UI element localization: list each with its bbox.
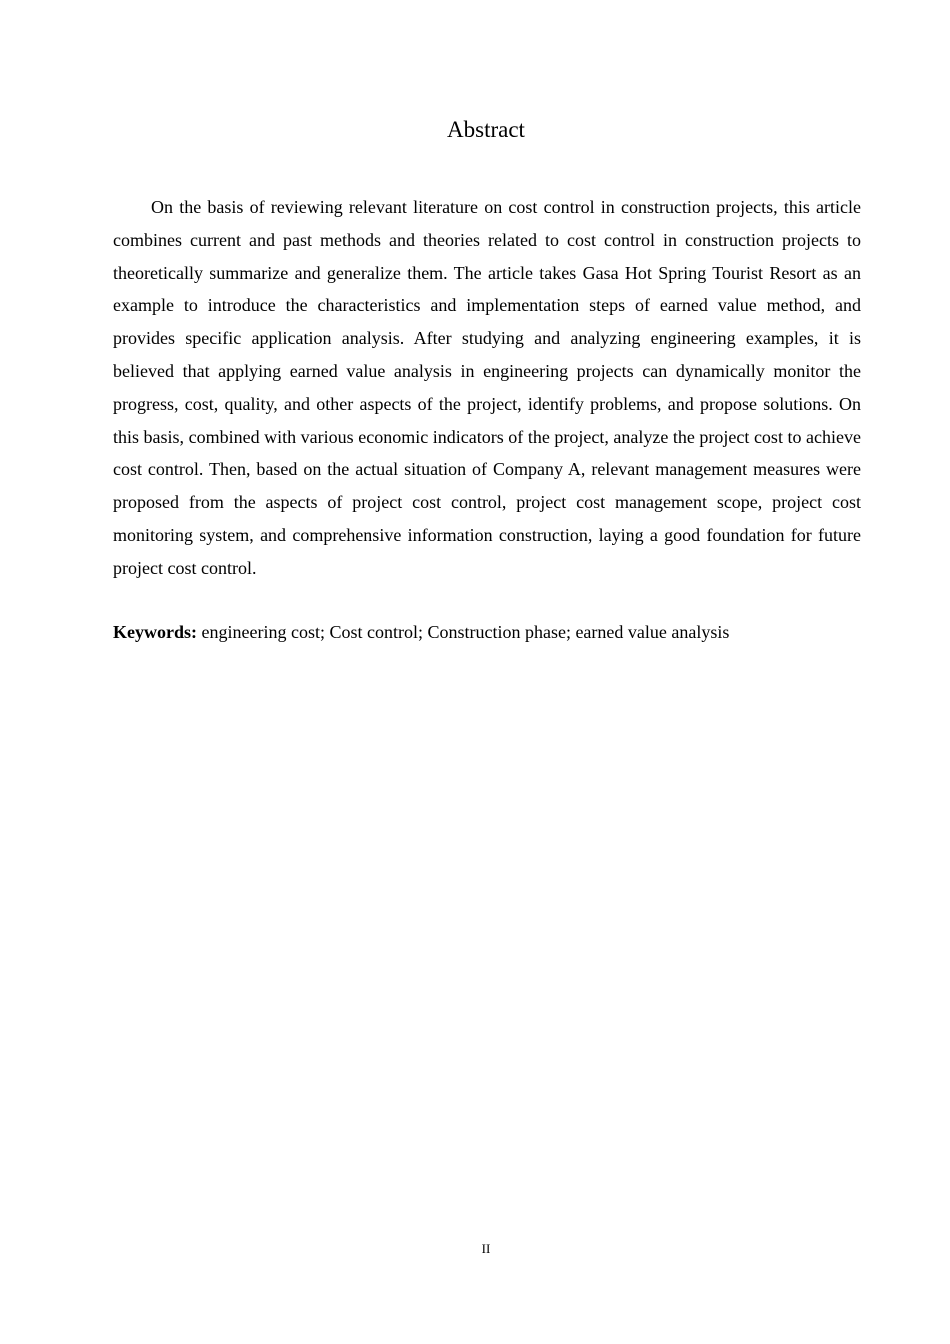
page-title: Abstract [447, 117, 525, 142]
keywords-label: Keywords: [113, 622, 197, 642]
keywords-line [113, 616, 861, 648]
abstract-paragraph: On the basis of reviewing relevant literature on cost control in construction projects, this article combines current and past methods and theories related to cost control in construction projects to theoretically summarize and generalize them. The article takes Gasa Hot Spring Tourist Resort as an example to introduce the characteristics and implementation steps of earned value method, and provides specific application analysis. After studying and analyzing engineering examples, it is believed that applying earned value analysis in engineering projects can dynamically monitor the progress, cost, quality, and other aspects of the project, identify problems, and propose solutions. On this basis, combined with various economic indicators of the project, analyze the project cost to achieve cost control. Then, based on the actual situation of Company A, relevant management measures were proposed from the aspects of project cost control, project cost management scope, project cost monitoring system, and comprehensive information construction, laying a good foundation for future project cost control. [113, 197, 861, 578]
keywords-text: engineering cost; Cost control; Construction phase; earned value analysis [197, 622, 730, 642]
page-number: II [481, 1241, 491, 1256]
